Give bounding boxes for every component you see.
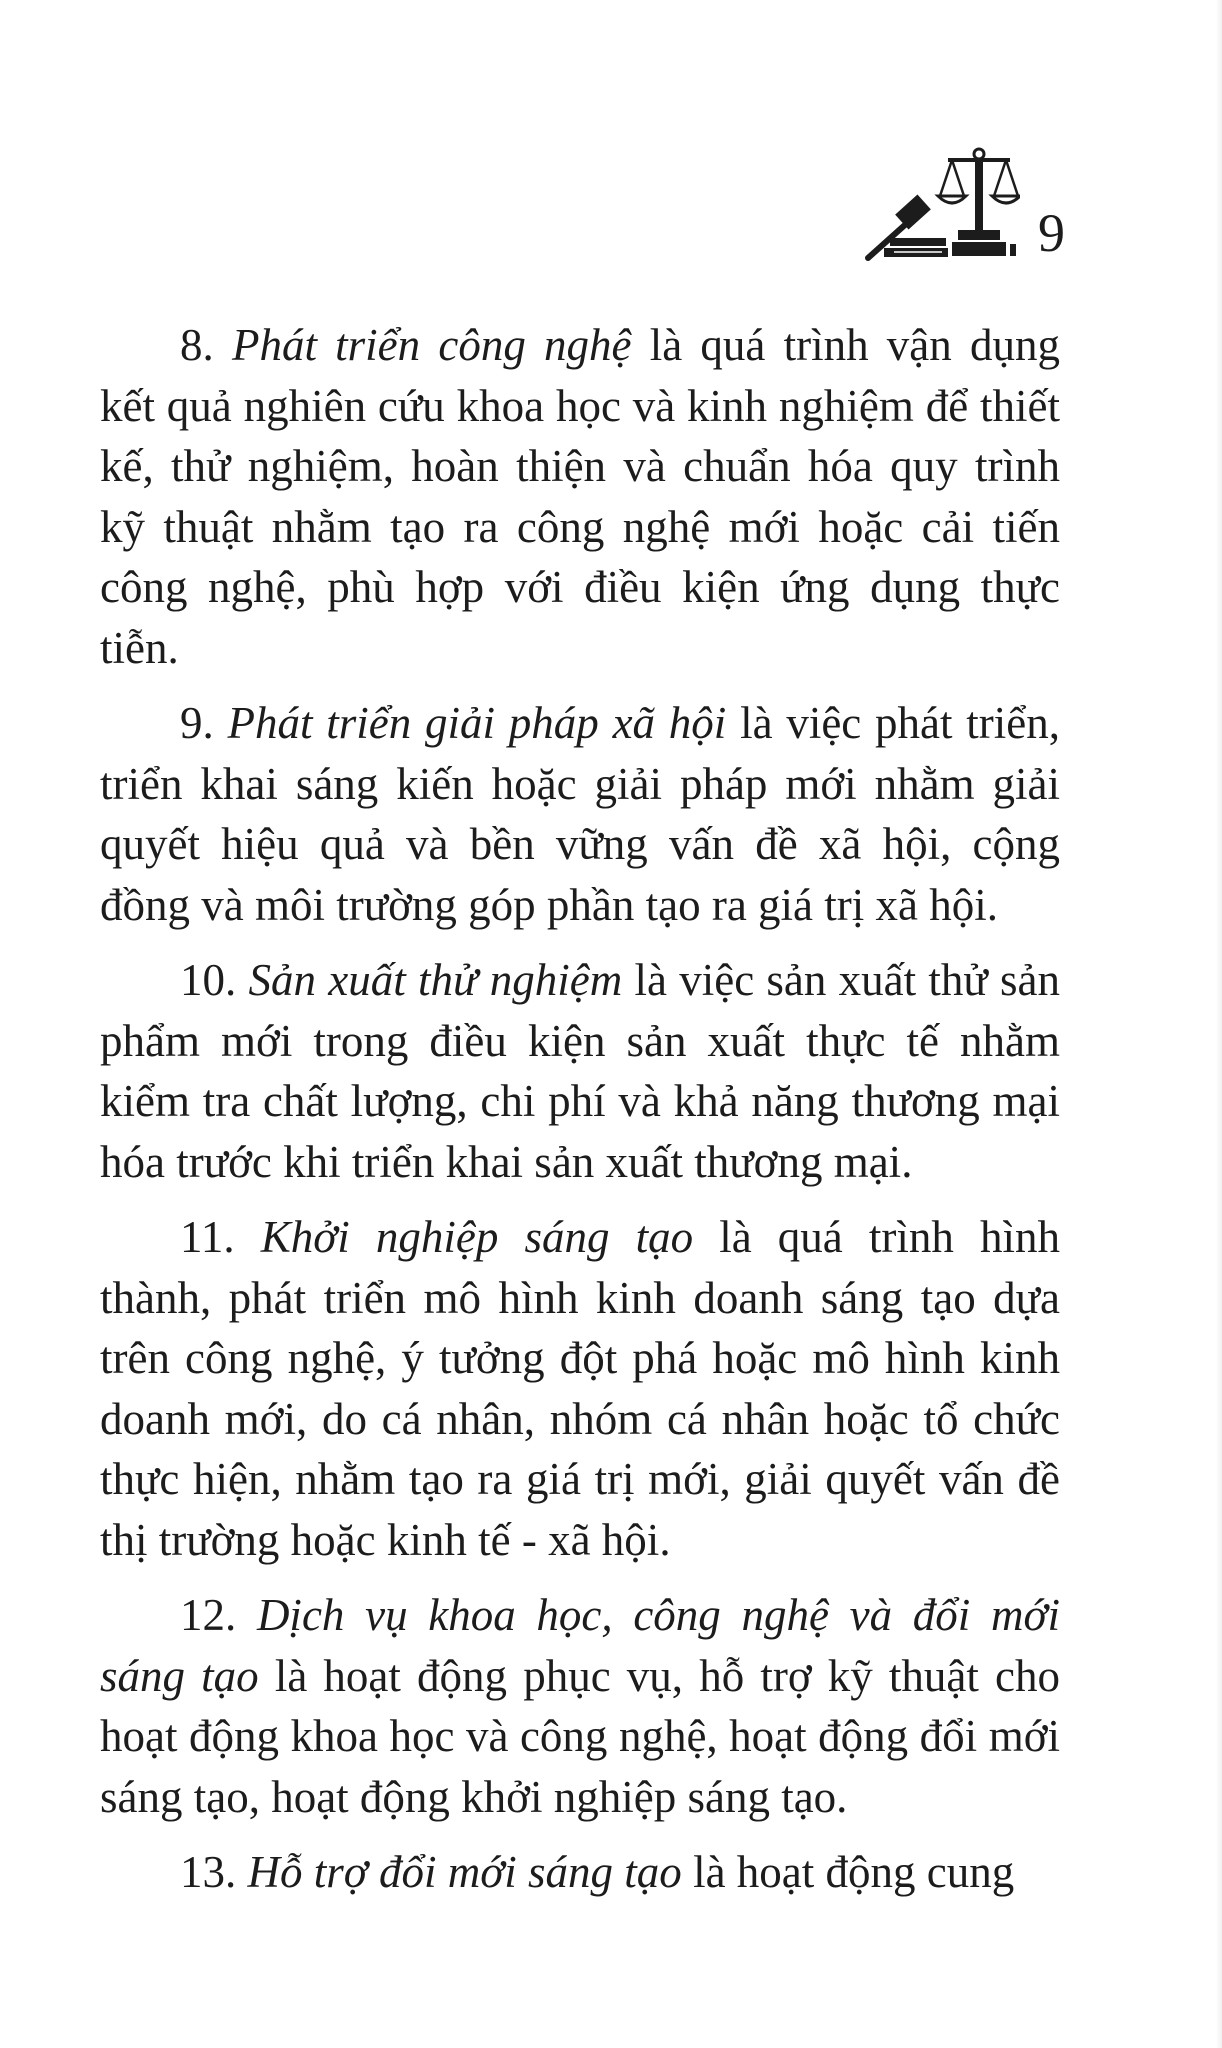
clause-number: 13. xyxy=(180,1847,248,1897)
page-header xyxy=(860,140,1080,270)
defined-term: Hỗ trợ đổi mới sáng tạo xyxy=(247,1847,682,1897)
definition-text: là quá trình hình thành, phát triển mô hình kinh doanh sáng tạo dựa trên công nghệ, ý tưởng đột phá hoặc mô hình kinh doanh mới, do cá nhân, nhóm cá nhân hoặc tổ chức thực hiện, nhằm tạo ra giá trị mới, giải quyết vấn đề thị trường hoặc kinh tế - xã hội. xyxy=(100,1212,1060,1565)
definition-paragraph-9 xyxy=(100,693,1060,935)
scales-of-justice-gavel-icon xyxy=(860,140,1020,270)
page-number: 9 xyxy=(1038,203,1065,263)
definition-text: là hoạt động phục vụ, hỗ trợ kỹ thuật cho hoạt động khoa học và công nghệ, hoạt động đổi mới sáng tạo, hoạt động khởi nghiệp sáng tạo. xyxy=(100,1650,1061,1822)
clause-number: 12. xyxy=(180,1590,257,1640)
defined-term: Dịch vụ khoa học, công nghệ và đổi mới sáng tạo xyxy=(100,1590,1060,1701)
defined-term: Phát triển giải pháp xã hội xyxy=(227,698,727,748)
definition-text: là việc phát triển, triển khai sáng kiến hoặc giải pháp mới nhằm giải quyết hiệu quả và bền vững vấn đề xã hội, cộng đồng và môi trường góp phần tạo ra giá trị xã hội. xyxy=(100,698,1060,930)
definition-paragraph-13 xyxy=(100,1842,1060,1903)
definition-text: là việc sản xuất thử sản phẩm mới trong điều kiện sản xuất thực tế nhằm kiểm tra chất lượng, chi phí và khả năng thương mại hóa trước khi triển khai sản xuất thương mại. xyxy=(100,955,1061,1187)
definition-text: là hoạt động cung xyxy=(681,1847,1015,1897)
definition-paragraph-12 xyxy=(100,1585,1060,1827)
defined-term: Khởi nghiệp sáng tạo xyxy=(260,1212,694,1262)
definition-paragraph-11 xyxy=(100,1207,1060,1570)
definition-paragraph-8 xyxy=(100,315,1060,678)
document-body xyxy=(100,315,1060,1918)
page-edge-shadow xyxy=(1216,0,1222,2048)
clause-number: 8. xyxy=(180,320,232,370)
clause-number: 10. xyxy=(180,955,249,1005)
definition-text: là quá trình vận dụng kết quả nghiên cứu khoa học và kinh nghiệm để thiết kế, thử nghiệm, hoàn thiện và chuẩn hóa quy trình kỹ thuật nhằm tạo ra công nghệ mới hoặc cải tiến công nghệ, phù hợp với điều kiện ứng dụng thực tiễn. xyxy=(100,320,1060,673)
defined-term: Phát triển công nghệ xyxy=(231,320,632,370)
defined-term: Sản xuất thử nghiệm xyxy=(248,955,623,1005)
clause-number: 9. xyxy=(180,698,228,748)
definition-paragraph-10 xyxy=(100,950,1060,1192)
clause-number: 11. xyxy=(180,1212,261,1262)
